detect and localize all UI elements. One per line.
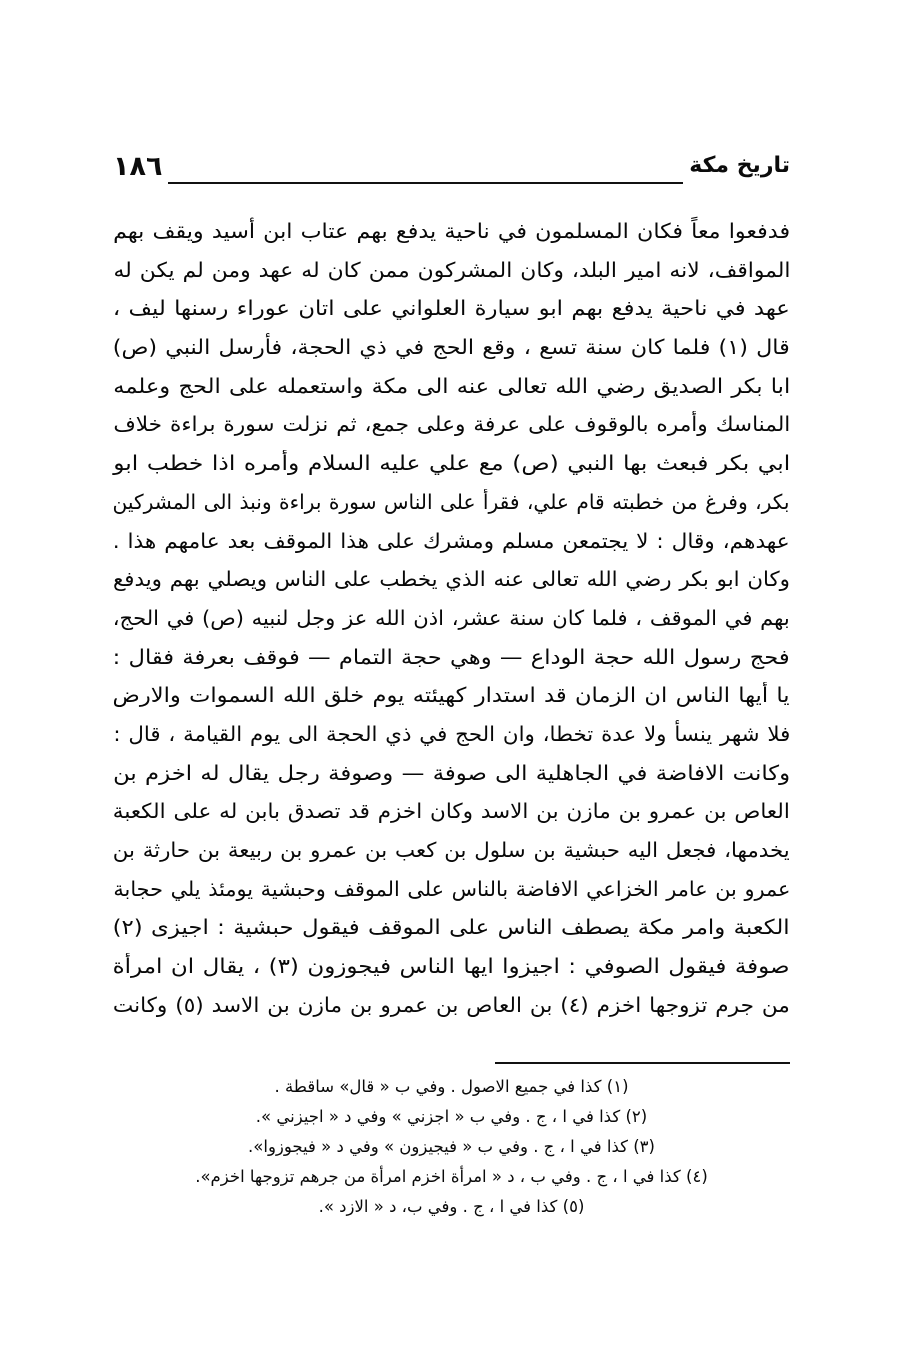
body-line xyxy=(113,289,790,328)
body-line xyxy=(113,367,790,406)
footnote-number: (٥) xyxy=(562,1197,585,1216)
footnote-item xyxy=(113,1072,790,1102)
body-line-text: المواقف، لانه امير البلد، وكان المشركون ممن كان له عهد ومن لم يكن له xyxy=(112,257,790,282)
footnote-text: كذا في ا ، ج . وفي ب ، د « امرأة اخزم امرأة من جرهم تزوجها اخزم». xyxy=(195,1167,681,1186)
body-line-text: عهد في ناحية يدفع بهم ابو سيارة العلواني على اتان عوراء رسنها ليف ، xyxy=(113,296,790,321)
footnote-text: كذا في ا ، ج . وفي ب « فيجيزون » وفي د « فيجوزوا». xyxy=(248,1137,628,1156)
body-line xyxy=(113,560,790,599)
body-line-text: صوفة فيقول الصوفي : اجيزوا ايها الناس فيجوزون (٣) ، يقال ان امرأة xyxy=(113,954,790,979)
header-rule xyxy=(168,182,683,184)
footnote-separator xyxy=(495,1062,790,1064)
body-line xyxy=(113,405,790,444)
body-line-text: العاص بن عمرو بن مازن بن الاسد وكان اخزم قد تصدق بابن له على الكعبة xyxy=(113,799,790,824)
body-line xyxy=(113,831,790,870)
body-line-text: يخدمها، فجعل اليه حبشية بن سلول بن كعب بن عمرو بن ربيعة بن حارثة بن xyxy=(113,838,790,862)
body-line-text: فحج رسول الله حجة الوداع — وهي حجة التمام — فوقف بعرفة فقال : xyxy=(112,644,790,669)
body-line-text: فدفعوا معاً فكان المسلمون في ناحية يدفع بهم عتاب ابن أسيد ويقف بهم xyxy=(113,219,790,243)
footnote-text: كذا في جميع الاصول . وفي ب « قال» ساقطة . xyxy=(274,1077,602,1096)
footnote-item xyxy=(113,1192,790,1222)
body-line xyxy=(113,599,790,638)
body-line-text: المناسك وأمره بالوقوف على عرفة وعلى جمع، ثم نزلت سورة براءة خلاف xyxy=(113,412,790,437)
body-line-text: بكر، وفرغ من خطبته قام علي، فقرأ على الناس سورة براءة ونبذ الى المشركين xyxy=(113,489,790,514)
body-line-text: من جرم تزوجها اخزم (٤) بن العاص بن عمرو بن مازن بن الاسد (٥) وكانت xyxy=(113,992,790,1017)
book-title: تاريخ مكة xyxy=(689,153,790,178)
body-line-text: فلا شهر ينسأ ولا عدة تخطا، وان الحج في ذي الحجة الى يوم القيامة ، قال : xyxy=(113,721,790,746)
footnote-number: (٢) xyxy=(625,1107,648,1126)
body-text xyxy=(113,212,790,1024)
body-line-text: وكانت الافاضة في الجاهلية الى صوفة — وصوفة رجل يقال له اخزم بن xyxy=(112,760,790,785)
body-line-text: وكان ابو بكر رضي الله تعالى عنه الذي يخطب على الناس ويصلي بهم ويدفع xyxy=(112,567,790,592)
body-line xyxy=(113,908,790,947)
body-line-text: ابا بكر الصديق رضي الله تعالى عنه الى مكة واستعمله على الحج وعلمه xyxy=(112,373,790,398)
footnote-number: (١) xyxy=(606,1077,629,1096)
body-line-text: الكعبة وامر مكة يصطف الناس على الموقف فيقول حبشية : اجيزى (٢) xyxy=(113,915,791,940)
body-line xyxy=(113,754,790,793)
body-line xyxy=(113,328,790,367)
body-line-text: عمرو بن عامر الخزاعي الافاضة بالناس على الموقف وحبشية يومئذ يلي حجابة xyxy=(112,876,790,901)
footnote-item xyxy=(113,1102,790,1132)
body-line xyxy=(113,522,790,561)
body-line xyxy=(113,483,790,522)
body-line xyxy=(113,986,790,1025)
body-line xyxy=(113,947,790,986)
footnote-number: (٣) xyxy=(633,1137,655,1156)
body-line xyxy=(113,870,790,909)
body-line xyxy=(113,212,790,251)
body-line xyxy=(113,251,790,290)
body-line xyxy=(113,444,790,483)
body-line-text: قال (١) فلما كان سنة تسع ، وقع الحج في ذي الحجة، فأرسل النبي (ص) xyxy=(113,335,790,360)
footnote-list xyxy=(113,1072,790,1222)
footnote-item xyxy=(113,1132,790,1162)
footnote-number: (٤) xyxy=(686,1167,708,1186)
footnote-item xyxy=(113,1162,790,1192)
footnote-text: كذا في ا ، ج . وفي ب « اجزني » وفي د « اجيزني ». xyxy=(255,1107,621,1126)
body-line xyxy=(113,792,790,831)
body-line xyxy=(113,676,790,715)
page-number: ١٨٦ xyxy=(113,150,163,182)
running-head xyxy=(113,146,790,190)
body-line xyxy=(113,715,790,754)
body-line-text: عهدهم، وقال : لا يجتمعن مسلم ومشرك على هذا الموقف بعد عامهم هذا . xyxy=(113,528,790,553)
body-line xyxy=(113,638,790,677)
body-line-text: ابي بكر فبعث بها النبي (ص) مع علي عليه السلام وأمره اذا خطب ابو xyxy=(112,451,790,476)
body-line-text: يا أيها الناس ان الزمان قد استدار كهيئته يوم خلق الله السموات والارض xyxy=(112,683,790,708)
footnote-text: كذا في ا ، ج . وفي ب، د « الازد ». xyxy=(318,1197,558,1216)
body-line-text: بهم في الموقف ، فلما كان سنة عشر، اذن الله عز وجل لنبيه (ص) في الحج، xyxy=(112,605,790,630)
